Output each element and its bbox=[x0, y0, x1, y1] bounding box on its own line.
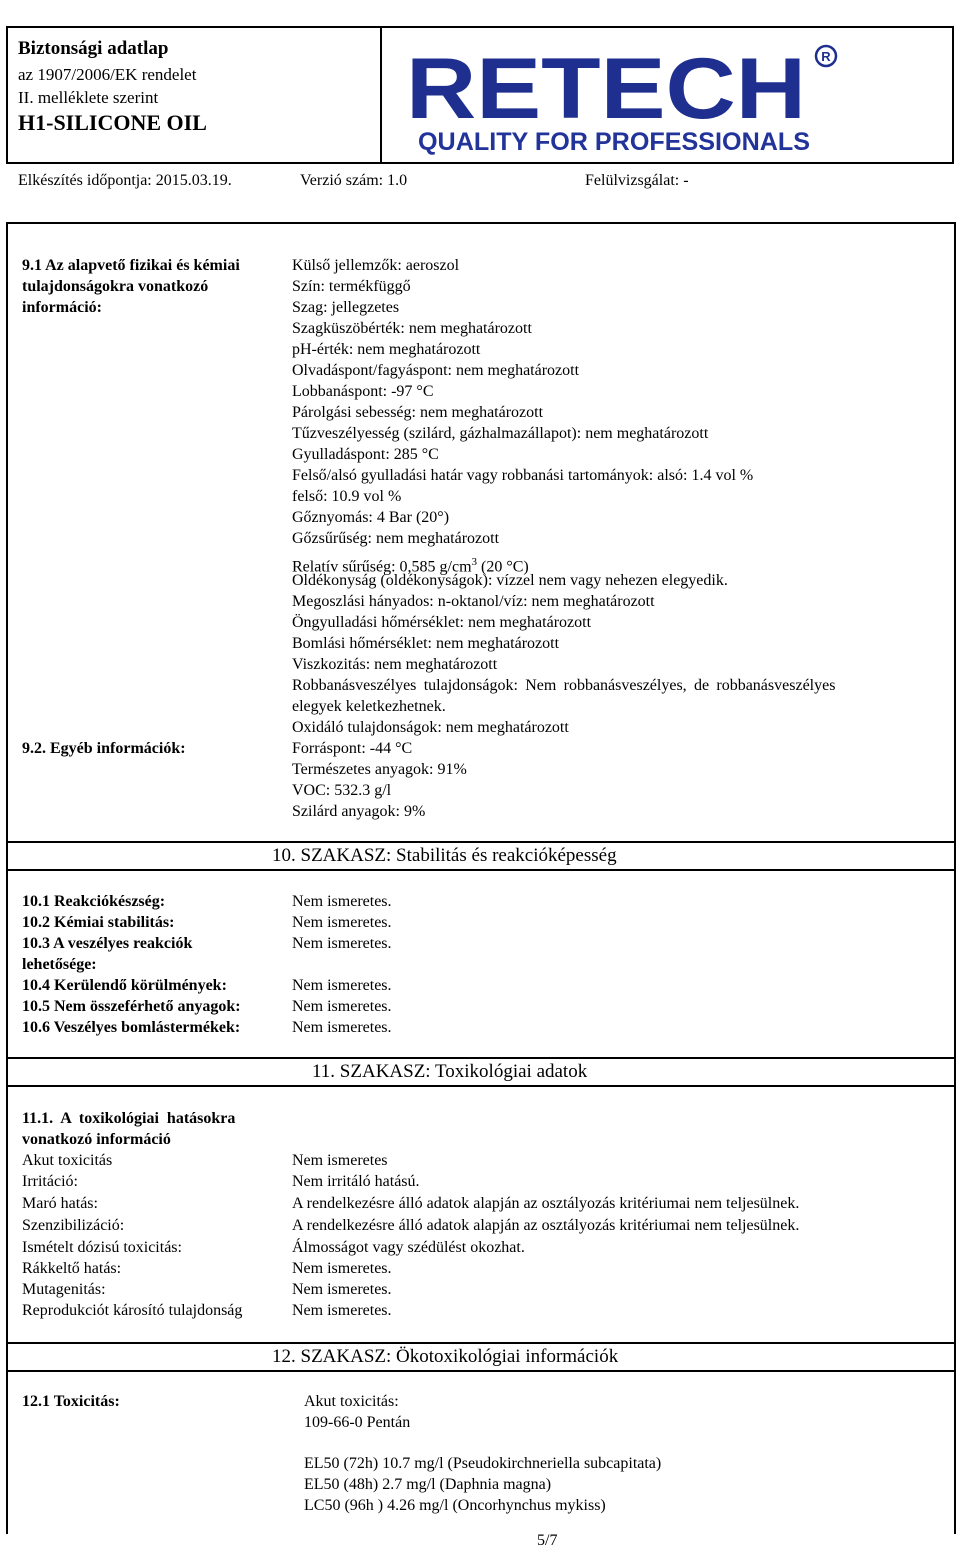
s11-label: Mutagenitás: bbox=[22, 1281, 106, 1298]
s11-value: Nem irritáló hatású. bbox=[292, 1173, 420, 1190]
s11-value: Nem ismeretes. bbox=[292, 1260, 392, 1277]
s11-label: Maró hatás: bbox=[22, 1195, 98, 1212]
property-line: Viszkozitás: nem meghatározott bbox=[292, 656, 498, 673]
s10-value: Nem ismeretes. bbox=[292, 998, 392, 1015]
density-superscript: 3 bbox=[471, 556, 478, 568]
property-line: pH-érték: nem meghatározott bbox=[292, 341, 481, 358]
s11-value: Álmosságot vagy szédülést okozhat. bbox=[292, 1239, 525, 1256]
s9-label-line1: 9.1 Az alapvető fizikai és kémiai bbox=[22, 257, 240, 274]
property-line: Olvadáspont/fagyáspont: nem meghatározott bbox=[292, 362, 580, 379]
product-name: H1-SILICONE OIL bbox=[18, 110, 207, 135]
s12-value: EL50 (48h) 2.7 mg/l (Daphnia magna) bbox=[304, 1476, 552, 1493]
s11-label: Rákkeltő hatás: bbox=[22, 1260, 122, 1277]
section-10-header bbox=[6, 841, 956, 871]
property-line: Szín: termékfüggő bbox=[292, 278, 411, 295]
s11-intro-line2: vonatkozó információ bbox=[22, 1131, 171, 1148]
property-line: VOC: 532.3 g/l bbox=[292, 782, 392, 799]
s10-value: Nem ismeretes. bbox=[292, 935, 392, 952]
s11-value: Nem ismeretes. bbox=[292, 1302, 392, 1319]
review-date: Felülvizsgálat: - bbox=[585, 172, 689, 189]
version-number: Verzió szám: 1.0 bbox=[300, 172, 408, 189]
property-line: Robbanásveszélyes tulajdonságok: Nem robbanásveszélyes, de robbanásveszélyes bbox=[292, 677, 836, 694]
s9-label-line2: tulajdonságokra vonatkozó bbox=[22, 278, 209, 295]
page-number: 5/7 bbox=[537, 1532, 558, 1549]
logo-tagline: QUALITY FOR PROFESSIONALS bbox=[418, 128, 810, 156]
property-line: Szag: jellegzetes bbox=[292, 299, 400, 316]
s9-label-line3: információ: bbox=[22, 299, 102, 316]
s11-label: Ismételt dózisú toxicitás: bbox=[22, 1239, 182, 1256]
s11-label: Irritáció: bbox=[22, 1173, 78, 1190]
s10-label: 10.5 Nem összeférhető anyagok: bbox=[22, 998, 241, 1015]
s12-value: EL50 (72h) 10.7 mg/l (Pseudokirchneriella subcapitata) bbox=[304, 1455, 662, 1472]
s10-label: 10.2 Kémiai stabilitás: bbox=[22, 914, 175, 931]
property-line: Külső jellemzők: aeroszol bbox=[292, 257, 460, 274]
s10-value: Nem ismeretes. bbox=[292, 1019, 392, 1036]
s11-value: A rendelkezésre álló adatok alapján az osztályozás kritériumai nem teljesülnek. bbox=[292, 1217, 800, 1234]
density-text: Relatív sűrűség: 0,585 g/cm bbox=[292, 558, 472, 576]
section-12-header bbox=[6, 1342, 956, 1372]
property-line: Oldékonyság (oldékonyságok): vízzel nem vagy nehezen elegyedik. bbox=[292, 572, 728, 589]
s10-label: 10.3 A veszélyes reakciók bbox=[22, 935, 193, 952]
property-line: Szagküszöbérték: nem meghatározott bbox=[292, 320, 532, 337]
section-11-header bbox=[6, 1057, 956, 1087]
annex-line: II. melléklete szerint bbox=[18, 88, 159, 107]
logo-wordmark: RETECH bbox=[406, 41, 806, 137]
density-temp: (20 °C) bbox=[477, 558, 529, 576]
registered-mark-letter: R bbox=[821, 49, 831, 64]
property-line: Oxidáló tulajdonságok: nem meghatározott bbox=[292, 719, 569, 736]
s12-label: 12.1 Toxicitás: bbox=[22, 1393, 120, 1410]
property-line: Gőznyomás: 4 Bar (20°) bbox=[292, 509, 450, 526]
s11-label: Reprodukciót károsító tulajdonság bbox=[22, 1302, 243, 1319]
property-line: Megoszlási hányados: n-oktanol/víz: nem meghatározott bbox=[292, 593, 655, 610]
section-12-title: 12. SZAKASZ: Ökotoxikológiai információk bbox=[272, 1346, 619, 1367]
property-line: Bomlási hőmérséklet: nem meghatározott bbox=[292, 635, 560, 652]
property-line: Gyulladáspont: 285 °C bbox=[292, 446, 439, 463]
section-10-title: 10. SZAKASZ: Stabilitás és reakcióképesség bbox=[272, 845, 617, 866]
s10-label: 10.6 Veszélyes bomlástermékek: bbox=[22, 1019, 241, 1036]
property-line: Gőzsűrűség: nem meghatározott bbox=[292, 530, 500, 547]
s11-value: Nem ismeretes bbox=[292, 1152, 388, 1169]
property-line: felső: 10.9 vol % bbox=[292, 488, 402, 505]
s11-label: Szenzibilizáció: bbox=[22, 1217, 125, 1234]
property-line: Lobbanáspont: -97 °C bbox=[292, 383, 434, 400]
property-line: Tűzveszélyesség (szilárd, gázhalmazállapot): nem meghatározott bbox=[292, 425, 709, 442]
s11-label: Akut toxicitás bbox=[22, 1152, 113, 1169]
s92-label: 9.2. Egyéb információk: bbox=[22, 740, 186, 757]
s11-value: Nem ismeretes. bbox=[292, 1281, 392, 1298]
preparation-date: Elkészítés időpontja: 2015.03.19. bbox=[18, 172, 232, 189]
s10-value: Nem ismeretes. bbox=[292, 893, 392, 910]
property-line: Öngyulladási hőmérséklet: nem meghatározott bbox=[292, 614, 592, 631]
retech-logo bbox=[398, 38, 938, 158]
section-11-title: 11. SZAKASZ: Toxikológiai adatok bbox=[312, 1061, 588, 1082]
s10-label: lehetősége: bbox=[22, 956, 97, 973]
s10-label: 10.4 Kerülendő körülmények: bbox=[22, 977, 227, 994]
s12-line: 109-66-0 Pentán bbox=[304, 1414, 411, 1431]
s10-value: Nem ismeretes. bbox=[292, 977, 392, 994]
s11-intro-line1: 11.1. A toxikológiai hatásokra bbox=[22, 1110, 236, 1127]
property-line: Természetes anyagok: 91% bbox=[292, 761, 467, 778]
sheet-title: Biztonsági adatlap bbox=[18, 38, 169, 59]
property-line: Felső/alsó gyulladási határ vagy robbanási tartományok: alsó: 1.4 vol % bbox=[292, 467, 754, 484]
s11-value: A rendelkezésre álló adatok alapján az osztályozás kritériumai nem teljesülnek. bbox=[292, 1195, 800, 1212]
s12-line: Akut toxicitás: bbox=[304, 1393, 399, 1410]
property-line: Forráspont: -44 °C bbox=[292, 740, 413, 757]
document-header bbox=[6, 26, 954, 164]
header-title-block bbox=[8, 28, 382, 162]
s10-label: 10.1 Reakciókészség: bbox=[22, 893, 166, 910]
s12-value: LC50 (96h ) 4.26 mg/l (Oncorhynchus mykiss) bbox=[304, 1497, 606, 1514]
s10-value: Nem ismeretes. bbox=[292, 914, 392, 931]
regulation-line: az 1907/2006/EK rendelet bbox=[18, 65, 197, 84]
property-line: Szilárd anyagok: 9% bbox=[292, 803, 426, 820]
property-line: elegyek keletkezhetnek. bbox=[292, 698, 446, 715]
property-line: Párolgási sebesség: nem meghatározott bbox=[292, 404, 544, 421]
